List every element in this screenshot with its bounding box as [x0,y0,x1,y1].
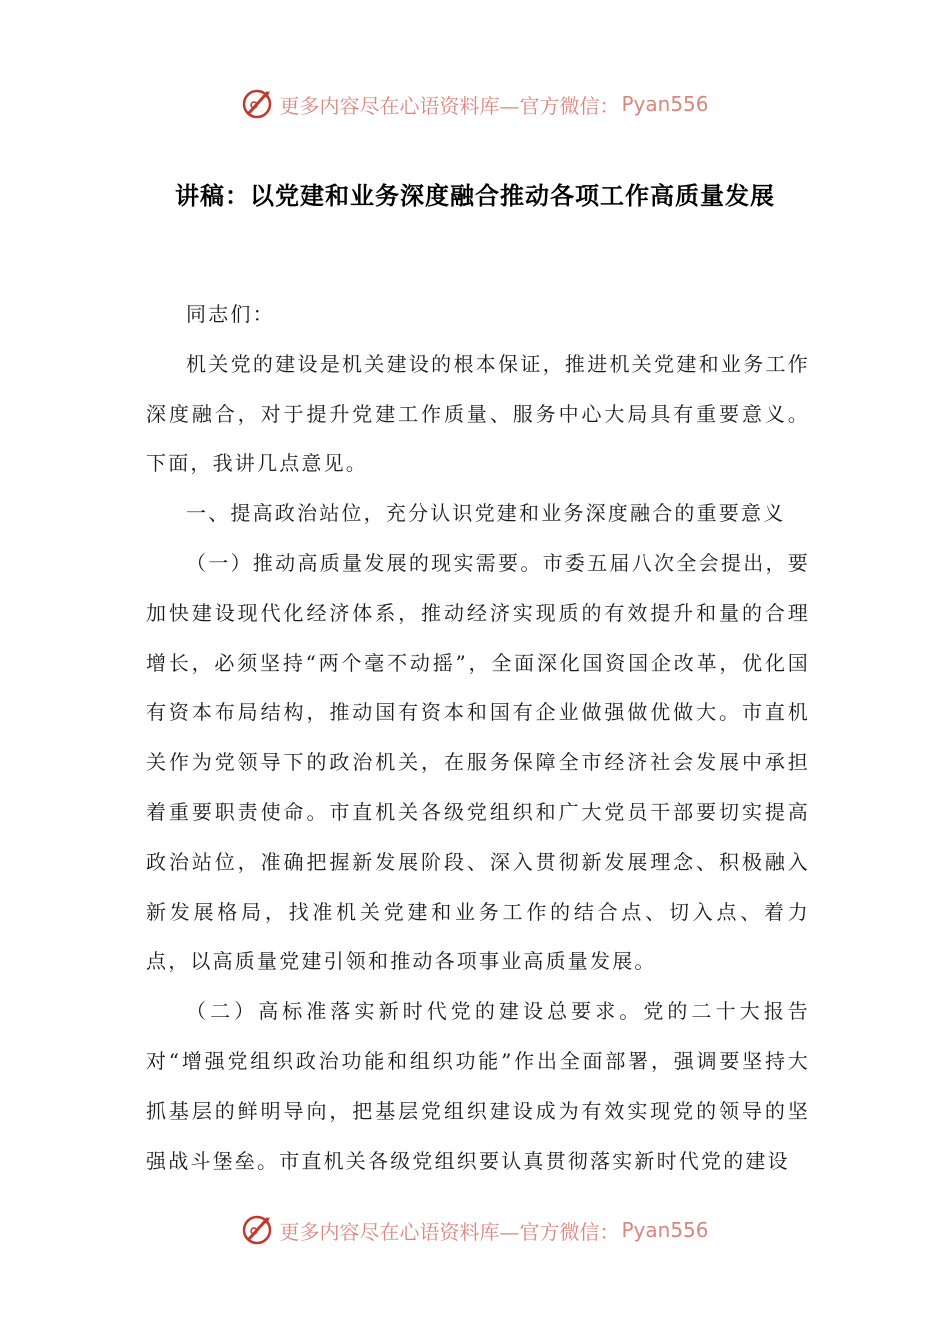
watermark-brand: 更多内容尽在心语资料库—官方微信： [279,1219,620,1244]
header-watermark [0,84,950,124]
salutation: 同志们： [186,302,275,326]
watermark-brand: 更多内容尽在心语资料库—官方微信： [279,93,620,118]
section-heading: 一、提高政治站位，充分认识党建和业务深度融合的重要意义 [186,501,786,526]
document-body [146,290,810,1186]
body-paragraph: （一）推动高质量发展的现实需要。市委五届八次全会提出，要加快建设现代化经济体系，推动经济实现质的有效提升和量的合理增长，必须坚持“两个毫不动摇”，全面深化国资国企改革，优化国有资本布局结构，推动国有资本和国有企业做强做优做大。市直机关作为党领导下的政治机关，在服务保障全市经济社会发展中承担着重要职责使命。市直机关各级党组织和广大党员干部要切实提高政治站位，准确把握新发展阶段、深入贯彻新发展理念、积极融入新发展格局，找准机关党建和业务工作的结合点、切入点、着力点，以高质量党建引领和推动各项事业高质量发展。 [146,550,810,974]
watermark-id: Pyan556 [621,1218,709,1242]
footer-watermark [0,1210,950,1250]
intro-paragraph: 机关党的建设是机关建设的根本保证，推进机关党建和业务工作深度融合，对于提升党建工作质量、服务中心大局具有重要意义。下面，我讲几点意见。 [146,351,810,476]
document-title: 讲稿：以党建和业务深度融合推动各项工作高质量发展 [175,181,775,210]
watermark-id: Pyan556 [621,92,709,116]
pen-logo-icon [241,87,275,121]
pen-logo-icon [241,1213,275,1247]
body-paragraph: （二）高标准落实新时代党的建设总要求。党的二十大报告对“增强党组织政治功能和组织功能”作出全面部署，强调要坚持大抓基层的鲜明导向，把基层党组织建设成为有效实现党的领导的坚强战斗堡垒。市直机关各级党组织要认真贯彻落实新时代党的建设 [146,999,810,1173]
